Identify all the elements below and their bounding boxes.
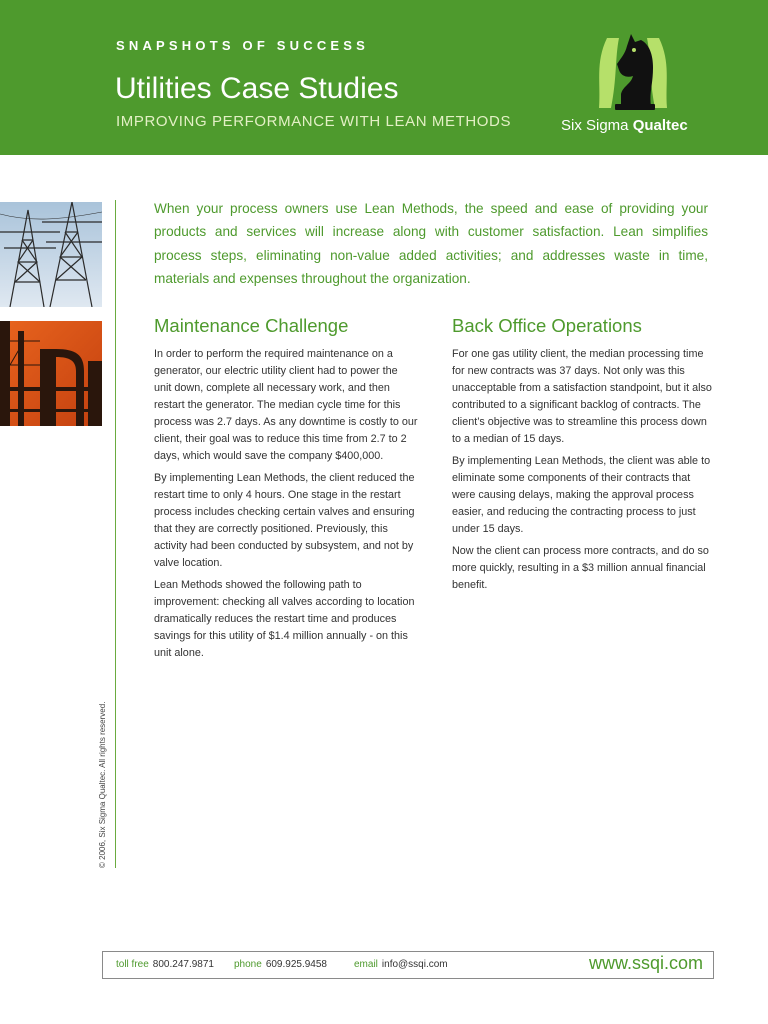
header-banner: [0, 0, 768, 155]
section-heading: Back Office Operations: [452, 315, 642, 336]
section-paragraph: For one gas utility client, the median processing time for new contracts was 37 days. Not only was this unacceptable from a satisfaction standpoint, but it also contributed to a significant backlog of contracts. The client’s objective was to streamline this process down to a median of 15 days.: [452, 348, 712, 445]
section-paragraph: Now the client can process more contracts, and do so more quickly, resulting in a $3 million annual financial benefit.: [452, 545, 709, 591]
power-towers-photo: [0, 202, 102, 307]
maintenance-section: [154, 315, 418, 667]
logo-name-bold: Qualtec: [632, 117, 688, 134]
company-logo-text: [561, 117, 688, 134]
tollfree-label: toll free: [116, 959, 149, 970]
email-label: email: [354, 959, 378, 970]
section-paragraph: In order to perform the required maintenance on a generator, our electric utility client had to power the unit down, complete all necessary work, and then restart the generator. The median cycle time for this process was 2.7 days. As any downtime is costly to our client, their goal was to reduce this time from 2.7 to 2 days, which would save the company $400,000.: [154, 348, 418, 462]
copyright-notice: © 2006, Six Sigma Qualtec. All rights reserved.: [98, 701, 107, 868]
section-paragraph: By implementing Lean Methods, the client reduced the restart time to only 4 hours. One stage in the restart process includes checking certain valves and ensuring that they are correctly positioned. Previously, this activity had been conducted by subsystem, and not by valve location.: [154, 472, 415, 569]
logo-name-plain: Six Sigma: [561, 117, 633, 134]
section-paragraph: Lean Methods showed the following path to improvement: checking all valves according to location dramatically reduces the restart time and produces savings for this utility of $1.4 million annually - on this unit alone.: [154, 579, 415, 659]
phone-number: 609.925.9458: [265, 959, 327, 970]
email-contact: [354, 959, 448, 970]
section-heading: Maintenance Challenge: [154, 315, 349, 336]
website-link[interactable]: www.ssqi.com: [588, 953, 703, 973]
eyebrow-text: SNAPSHOTS OF SUCCESS: [116, 38, 370, 53]
page-subtitle: IMPROVING PERFORMANCE WITH LEAN METHODS: [116, 113, 512, 130]
industrial-plant-photo: [0, 321, 102, 426]
tollfree-contact: [116, 959, 214, 970]
back-office-section: [452, 315, 716, 599]
section-paragraph: By implementing Lean Methods, the client was able to eliminate some components of their contracts that were causing delays, making the approval process easier, and reducing the contracting process to just under 15 days.: [452, 455, 711, 535]
phone-contact: [234, 959, 327, 970]
intro-paragraph: When your process owners use Lean Methods, the speed and ease of providing your products and services will increase along with customer satisfaction. Lean simplifies process steps, eliminating non-value added activities; and addresses waste in time, materials and expenses throughout the organization.: [154, 201, 708, 286]
email-address[interactable]: info@ssqi.com: [381, 959, 448, 970]
knight-chess-logo: [587, 28, 679, 112]
phone-label: phone: [234, 959, 262, 970]
tollfree-number: 800.247.9871: [152, 959, 214, 970]
contact-footer: [102, 951, 714, 979]
vertical-divider: [115, 200, 116, 868]
page-title: Utilities Case Studies: [115, 72, 399, 105]
